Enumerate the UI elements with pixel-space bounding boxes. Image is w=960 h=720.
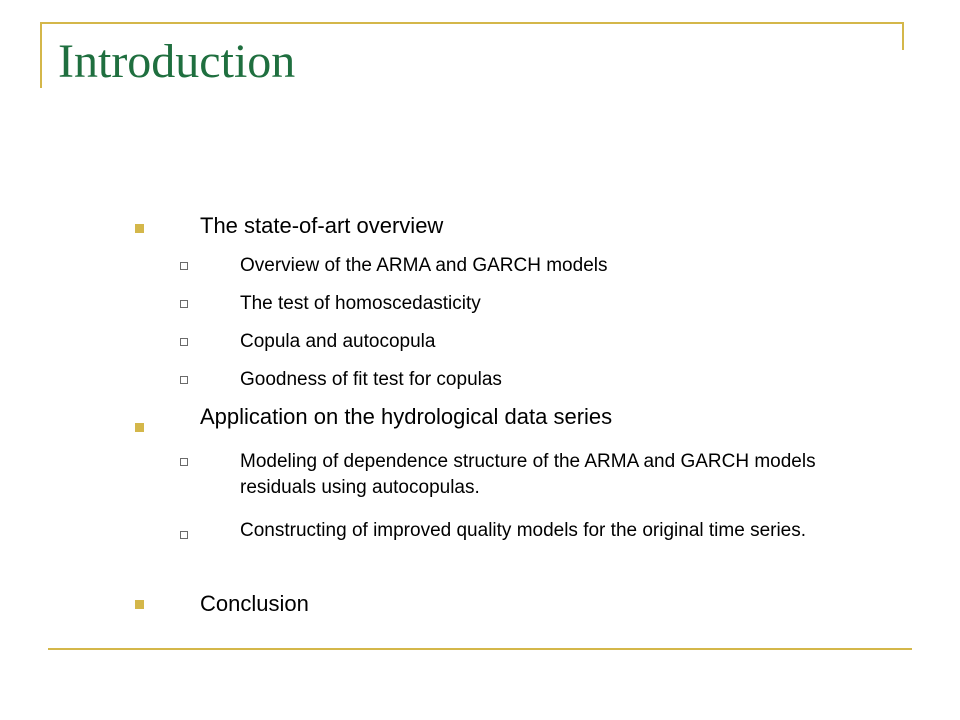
slide-title: Introduction: [58, 35, 296, 88]
bullet-state-of-art: The state-of-art overview: [200, 213, 444, 238]
bullet-marker: [135, 600, 144, 609]
sub-bullet-improved-models: Constructing of improved quality models for the original time series.: [240, 520, 807, 541]
bullet-marker: [135, 423, 144, 432]
sub-bullet-marker: [180, 262, 188, 270]
left-accent-line: [40, 22, 42, 88]
bullet-conclusion: Conclusion: [200, 591, 309, 616]
sub-bullet-copula: Copula and autocopula: [240, 331, 436, 352]
sub-bullet-marker: [180, 338, 188, 346]
bullet-marker: [135, 224, 144, 233]
sub-bullet-marker: [180, 531, 188, 539]
bullet-application: Application on the hydrological data series: [200, 404, 613, 429]
sub-bullet-modeling-dependence: Modeling of dependence structure of the ARMA and GARCH models residuals using autocopulas.: [240, 451, 816, 498]
sub-bullet-homoscedasticity: The test of homoscedasticity: [240, 293, 481, 314]
sub-bullet-marker: [180, 458, 188, 466]
sub-bullet-goodness-of-fit: Goodness of fit test for copulas: [240, 369, 502, 390]
sub-bullet-marker: [180, 376, 188, 384]
bottom-divider: [48, 648, 912, 650]
sub-bullet-arma-garch-overview: Overview of the ARMA and GARCH models: [240, 255, 608, 276]
top-divider: [40, 22, 904, 24]
sub-bullet-marker: [180, 300, 188, 308]
right-accent-line: [902, 22, 904, 50]
